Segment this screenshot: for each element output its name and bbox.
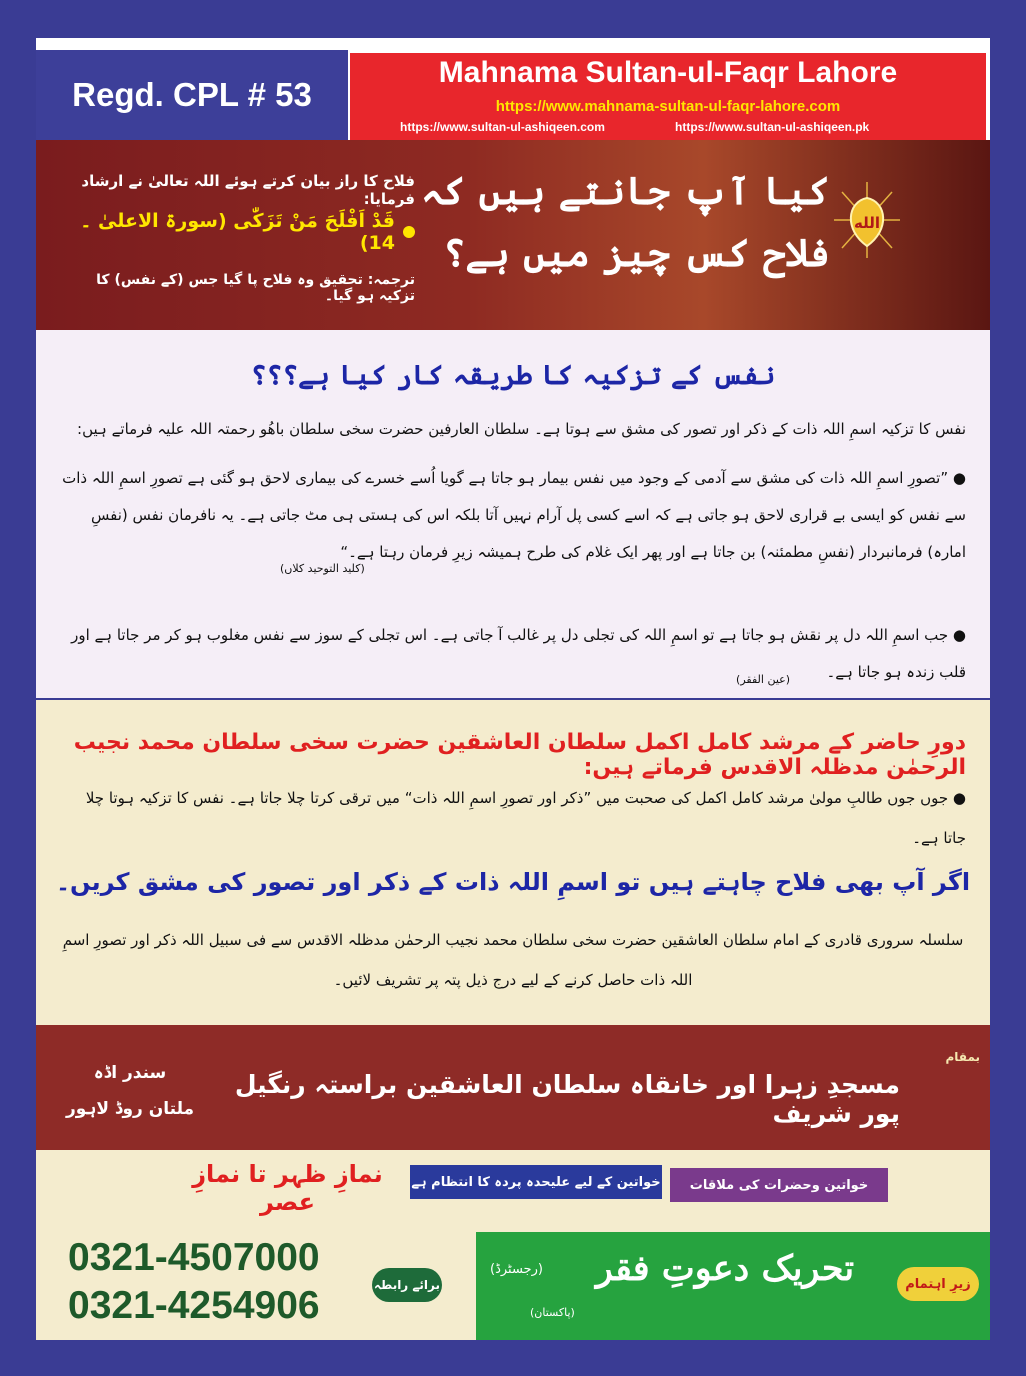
contact-label: برائے رابطہ <box>372 1268 442 1302</box>
url-main-link[interactable]: https://www.mahnama-sultan-ul-faqr-lahore.com <box>495 98 841 115</box>
organization-registered: (رجسٹرڈ) <box>490 1262 543 1277</box>
section1-bullet-2: ● جب اسمِ اللہ دل پر نقش ہو جاتا ہے تو اسمِ اللہ کی تجلی دل پر غالب آ جاتی ہے۔ اس تجلی کے سوز سے نفس مغلوب ہو کر مر جاتا ہے اور قلب زندہ ہو جاتا ہے۔ <box>71 626 966 681</box>
section2-heading: دورِ حاضر کے مرشد کامل اکمل سلطان العاشقین حضرت سخی سلطان محمد نجیب الرحمٰن مدظلہ الاقدس فرماتے ہیں: <box>73 730 966 780</box>
call-to-action: اگر آپ بھی فلاح چاہتے ہیں تو اسمِ اللہ ذات کے ذکر اور تصور کی مشق کریں۔ <box>55 868 971 896</box>
section1-bullet-1: ● ”تصورِ اسمِ اللہ ذات کی مشق سے آدمی کے وجود میں نفس بیمار ہو جاتا ہے گویا اُسے خسرے کی بیماری لاحق ہو گئی ہے تصورِ اسمِ اللہ ذات سے نفس کو ایسی بے قراری لاحق ہو جاتی ہے کہ اسے کسی پل آرام نہیں آتا بلکہ اس کی ہستی ہی مٹ جاتی ہے۔ یہ نافرمان نفس (نفسِ امارہ) فرمانبردار (نفسِ مطمئنہ) بن جاتا ہے اور پھر ایک غلام کی طرح ہمیشہ زیرِ فرمان رہتا ہے۔“ <box>62 469 966 561</box>
bullet-2-text: جب اسمِ اللہ دل پر نقش ہو جاتا ہے تو اسمِ اللہ کی تجلی دل پر غالب آ جاتی ہے۔ اس تجلی کے سوز سے نفس مغلوب ہو کر مر جاتا ہے اور قلب زندہ ہو جاتا ہے۔ <box>71 626 966 681</box>
section1-intro: نفس کا تزکیہ اسمِ اللہ ذات کے ذکر اور تصور کی مشق سے ہوتا ہے۔ سلطان العارفین حضرت سخی سلطان باھُو رحمتہ اللہ علیہ فرماتے ہیں: <box>77 420 966 438</box>
bullet-1-text: ”تصورِ اسمِ اللہ ذات کی مشق سے آدمی کے وجود میں نفس بیمار ہو جاتا ہے گویا اُسے خسرے کی بیماری لاحق ہو گئی ہے تصورِ اسمِ اللہ ذات سے نفس کو ایسی بے قراری لاحق ہو جاتی ہے کہ اسے کسی پل آرام نہیں آتا بلکہ اس کی ہستی ہی مٹ جاتی ہے۔ یہ نافرمان نفس (نفسِ امارہ) فرمانبردار (نفسِ مطمئنہ) بن جاتا ہے اور پھر ایک غلام کی طرح ہمیشہ زیرِ فرمان رہتا ہے۔“ <box>62 469 966 561</box>
phone-number-1[interactable]: 0321-4507000 <box>68 1236 320 1279</box>
emblem-text: الله <box>854 214 880 232</box>
under-auspices-label: زیرِ اہتمام <box>897 1267 979 1301</box>
verse-row <box>70 210 415 254</box>
organization-country: (پاکستان) <box>530 1306 575 1319</box>
quran-verse: قَدْ اَفْلَحَ مَنْ تَزَكّٰى (سورۃ الاعلیٰ ۔14) <box>80 210 395 254</box>
meeting-badge: خواتین وحضرات کی ملاقات <box>670 1168 888 1202</box>
section2-bullet-text: جوں جوں طالبِ مولیٰ مرشد کامل اکمل کی صحبت میں ”ذکر اور تصورِ اسمِ اللہ ذات“ میں ترقی کرتا چلا جاتا ہے۔ نفس کا تزکیہ ہوتا چلا جاتا ہے۔ <box>85 789 966 847</box>
bullet-2-reference: (عین الفقر) <box>736 673 790 686</box>
bullet-1-reference: (کلید التوحید کلاں) <box>280 562 365 575</box>
registration-number: Regd. CPL # 53 <box>36 50 348 140</box>
venue-address-line1: سندر اڈہ <box>93 1063 167 1083</box>
banner-intro: فلاح کا راز بیان کرتے ہوئے اللہ تعالیٰ نے ارشاد فرمایا: <box>81 172 415 208</box>
prayer-timing: نمازِ ظہر تا نمازِ عصر <box>192 1160 383 1216</box>
bullet-icon <box>403 226 415 238</box>
phone-number-2[interactable]: 0321-4254906 <box>68 1284 320 1327</box>
allah-emblem-icon <box>832 180 902 260</box>
venue-name: مسجدِ زہرا اور خانقاہ سلطان العاشقین براستہ رنگیل پور شریف <box>234 1070 900 1128</box>
venue-prefix: بمقام <box>945 1050 980 1064</box>
invitation-text: سلسلہ سروری قادری کے امام سلطان العاشقین حضرت سخی سلطان محمد نجیب الرحمٰن مدظلہ الاقدس سے فی سبیل اللہ ذکر اور تصورِ اسمِ اللہ ذات حاصل کرنے کے لیے درج ذیل پتہ پر تشریف لائیں۔ <box>62 931 964 989</box>
banner-heading: کیا آپ جانتے ہیں کہ فلاح کس چیز میں ہے؟ <box>420 168 830 275</box>
url-left-link[interactable]: https://www.sultan-ul-ashiqeen.com <box>400 120 605 134</box>
section1-heading: نفس کے تزکیہ کا طریقہ کار کیا ہے؟؟؟ <box>250 360 776 391</box>
venue-address-line2: ملتان روڈ لاہور <box>65 1099 195 1119</box>
organization-name: تحریک دعوتِ فقر <box>595 1248 855 1289</box>
magazine-title: Mahnama Sultan-ul-Faqr Lahore <box>438 56 898 89</box>
verse-translation: ترجمہ: تحقیق وہ فلاح پا گیا جس (کے نفس) کا تزکیہ ہو گیا۔ <box>96 272 415 304</box>
women-arrangement-badge: خواتین کے لیے علیحدہ پردہ کا انتظام ہے <box>410 1165 662 1199</box>
section2-bullet: ● جوں جوں طالبِ مولیٰ مرشد کامل اکمل کی صحبت میں ”ذکر اور تصورِ اسمِ اللہ ذات“ میں ترقی کرتا چلا جاتا ہے۔ نفس کا تزکیہ ہوتا چلا جاتا ہے۔ <box>85 789 966 847</box>
url-right-link[interactable]: https://www.sultan-ul-ashiqeen.pk <box>675 120 870 134</box>
